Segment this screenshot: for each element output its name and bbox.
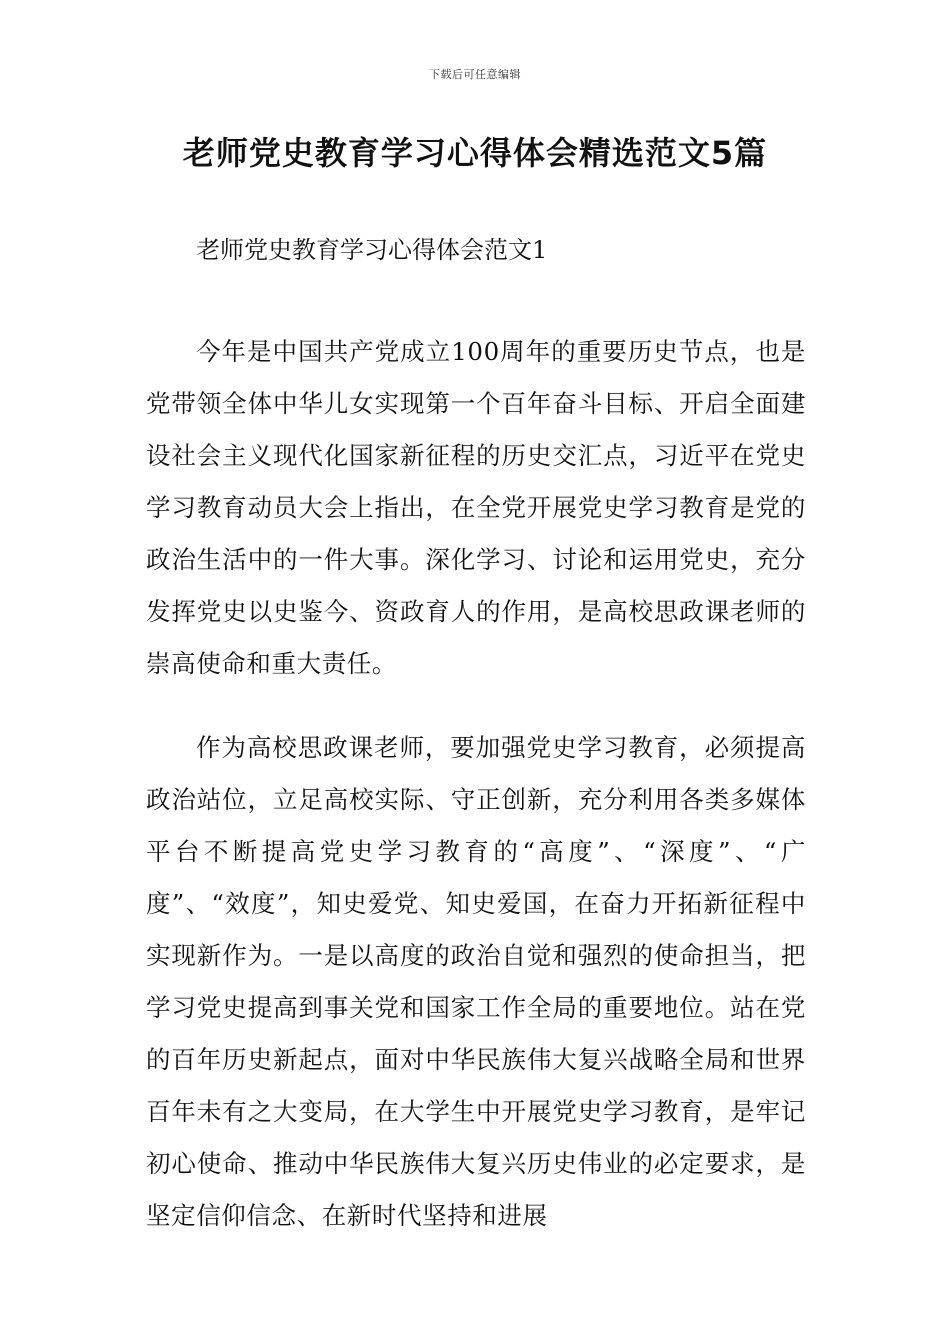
body-paragraph: 作为高校思政课老师，要加强党史学习教育，必须提高政治站位，立足高校实际、守正创新，充分利用各类多媒体平台不断提高党史学习教育的“高度”、“深度”、“广度”、“效度”，知史爱党、知史爱国，在奋力开拓新征程中实现新作为。一是以高度的政治自觉和强烈的使命担当，把学习党史提高到事关党和国家工作全局的重要地位。站在党的百年历史新起点，面对中华民族伟大复兴战略全局和世界百年未有之大变局，在大学生中开展党史学习教育，是牢记初心使命、推动中华民族伟大复兴历史伟业的必定要求，是坚定信仰信念、在新时代坚持和进展: [146, 733, 806, 1230]
body-paragraph: 今年是中国共产党成立100周年的重要历史节点，也是党带领全体中华儿女实现第一个百年奋斗目标、开启全面建设社会主义现代化国家新征程的历史交汇点，习近平在党史学习教育动员大会上指出，在全党开展党史学习教育是党的政治生活中的一件大事。深化学习、讨论和运用党史，充分发挥党史以史鉴今、资政育人的作用，是高校思政课老师的崇高使命和重大责任。: [146, 337, 806, 678]
document-title: 老师党史教育学习心得体会精选范文5篇: [182, 134, 768, 172]
header-note: 下载后可任意编辑: [429, 68, 521, 81]
section-heading: 老师党史教育学习心得体会范文1: [196, 236, 548, 264]
